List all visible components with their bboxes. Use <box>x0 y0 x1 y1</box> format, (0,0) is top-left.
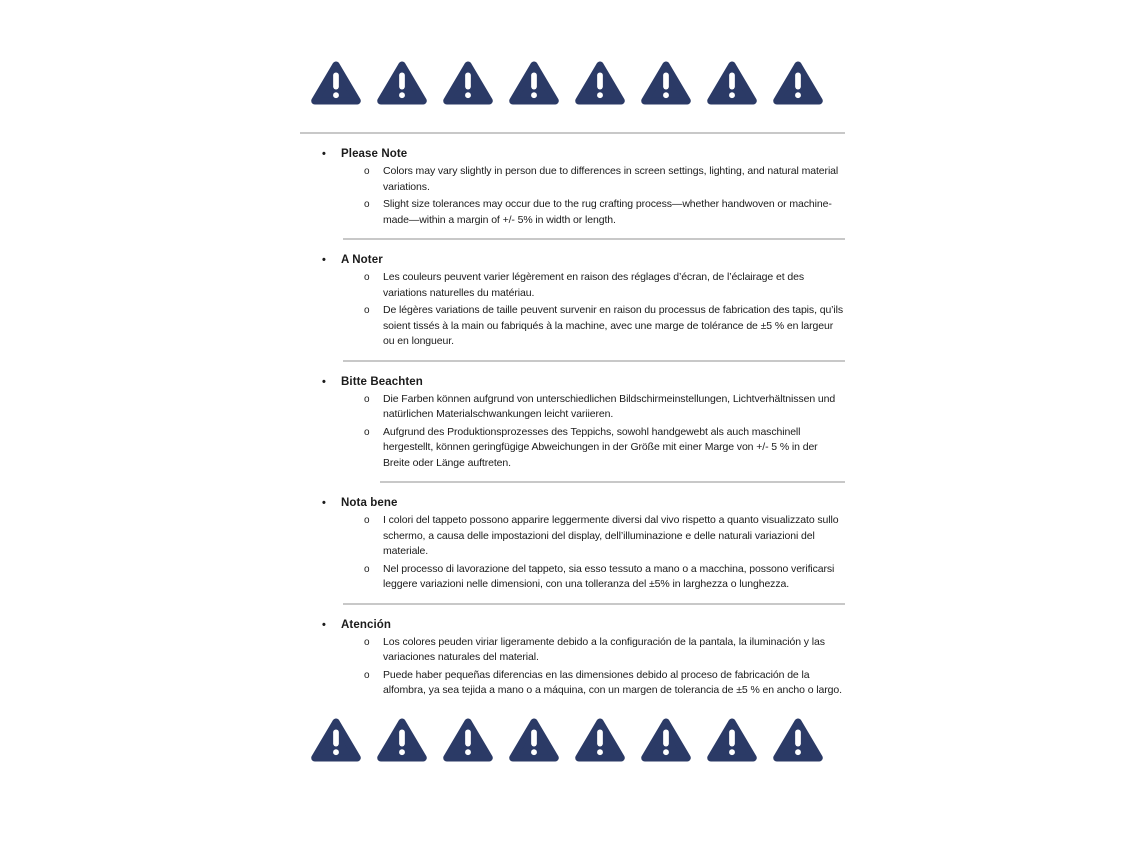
bullet-icon: • <box>322 618 326 631</box>
note-section-german <box>300 375 845 484</box>
circle-bullet-icon: o <box>364 305 370 316</box>
divider-top <box>300 132 845 134</box>
bullet-icon: • <box>322 375 326 388</box>
warning-triangle-icon <box>442 58 494 108</box>
warning-triangle-icon <box>772 715 824 765</box>
note-text: Die Farben können aufgrund von unterschiedlichen Bildschirmeinstellungen, Lichtverhältnissen und natürlichen Materialschwankungen leicht variieren. <box>383 392 836 420</box>
divider <box>343 603 845 605</box>
note-text: Nel processo di lavorazione del tappeto, sia esso tessuto a mano o a macchina, possono verificarsi leggere variazioni nelle dimensioni, con una tolleranza del ±5% in larghezza o lunghezza. <box>383 562 835 590</box>
note-text: Aufgrund des Produktionsprozesses des Teppichs, sowohl handgewebt als auch maschinell hergestellt, können geringfügige Abweichungen in der Größe mit einer Marge von +/- 5 % in der Breite oder Länge auftreten. <box>383 425 818 469</box>
section-heading: A Noter <box>341 254 383 266</box>
warning-triangle-icon <box>508 715 560 765</box>
note-section-english <box>300 147 845 240</box>
note-text: Los colores peuden viriar ligeramente debido a la configuración de la pantala, la iluminación y las variaciones naturales del material. <box>383 635 825 663</box>
warning-row-bottom <box>300 715 845 765</box>
warning-triangle-icon <box>442 715 494 765</box>
note-text: Colors may vary slightly in person due to differences in screen settings, lighting, and natural material variations. <box>383 165 839 193</box>
circle-bullet-icon: o <box>364 393 370 405</box>
warning-triangle-icon <box>706 715 758 765</box>
circle-bullet-icon: o <box>364 426 370 438</box>
divider <box>380 481 845 483</box>
note-text: De légères variations de taille peuvent survenir en raison du processus de fabrication des tapis, qu’ils soient tissés à la main ou fabriqués à la machine, avec une marge de tolérance de ±5 % en largeur ou en longueur. <box>383 304 844 347</box>
note-section-spanish <box>300 618 845 699</box>
divider <box>343 238 845 240</box>
warning-triangle-icon <box>376 58 428 108</box>
warning-row-top <box>300 58 845 108</box>
note-text: Les couleurs peuvent varier légèrement en raison des réglages d’écran, de l’éclairage et des variations naturelles du matériau. <box>383 271 804 299</box>
circle-bullet-icon: o <box>364 563 370 575</box>
section-heading: Atención <box>341 618 391 631</box>
warning-triangle-icon <box>772 58 824 108</box>
section-heading: Bitte Beachten <box>341 375 423 388</box>
bullet-icon: • <box>322 254 326 266</box>
circle-bullet-icon: o <box>364 199 370 210</box>
circle-bullet-icon: o <box>364 272 370 283</box>
bullet-icon: • <box>322 497 326 509</box>
bullet-icon: • <box>322 148 326 160</box>
warning-triangle-icon <box>310 58 362 108</box>
section-heading: Please Note <box>341 148 408 160</box>
note-text: I colori del tappeto possono apparire leggermente diversi dal vivo rispetto a quanto visualizzato sullo schermo, a causa delle impostazioni del display, dell’illuminazione e delle naturali variazioni del materiale. <box>383 514 839 557</box>
warning-triangle-icon <box>706 58 758 108</box>
circle-bullet-icon: o <box>364 636 370 648</box>
warning-triangle-icon <box>640 715 692 765</box>
note-section-italian <box>300 496 845 605</box>
warning-triangle-icon <box>640 58 692 108</box>
section-heading: Nota bene <box>341 497 398 509</box>
warning-triangle-icon <box>574 715 626 765</box>
document-page <box>300 0 845 765</box>
warning-triangle-icon <box>508 58 560 108</box>
warning-triangle-icon <box>376 715 428 765</box>
warning-triangle-icon <box>310 715 362 765</box>
circle-bullet-icon: o <box>364 669 370 681</box>
circle-bullet-icon: o <box>364 166 370 177</box>
note-section-french <box>300 253 845 362</box>
note-text: Puede haber pequeñas diferencias en las dimensiones debido al proceso de fabricación de la alfombra, ya sea tejida a mano o a máquina, con un margen de tolerancia de ±5 % en ancho o largo. <box>383 668 842 696</box>
note-text: Slight size tolerances may occur due to the rug crafting process—whether handwoven or machine-made—within a margin of +/- 5% in width or length. <box>383 198 832 226</box>
divider <box>343 360 845 362</box>
circle-bullet-icon: o <box>364 515 370 526</box>
warning-triangle-icon <box>574 58 626 108</box>
